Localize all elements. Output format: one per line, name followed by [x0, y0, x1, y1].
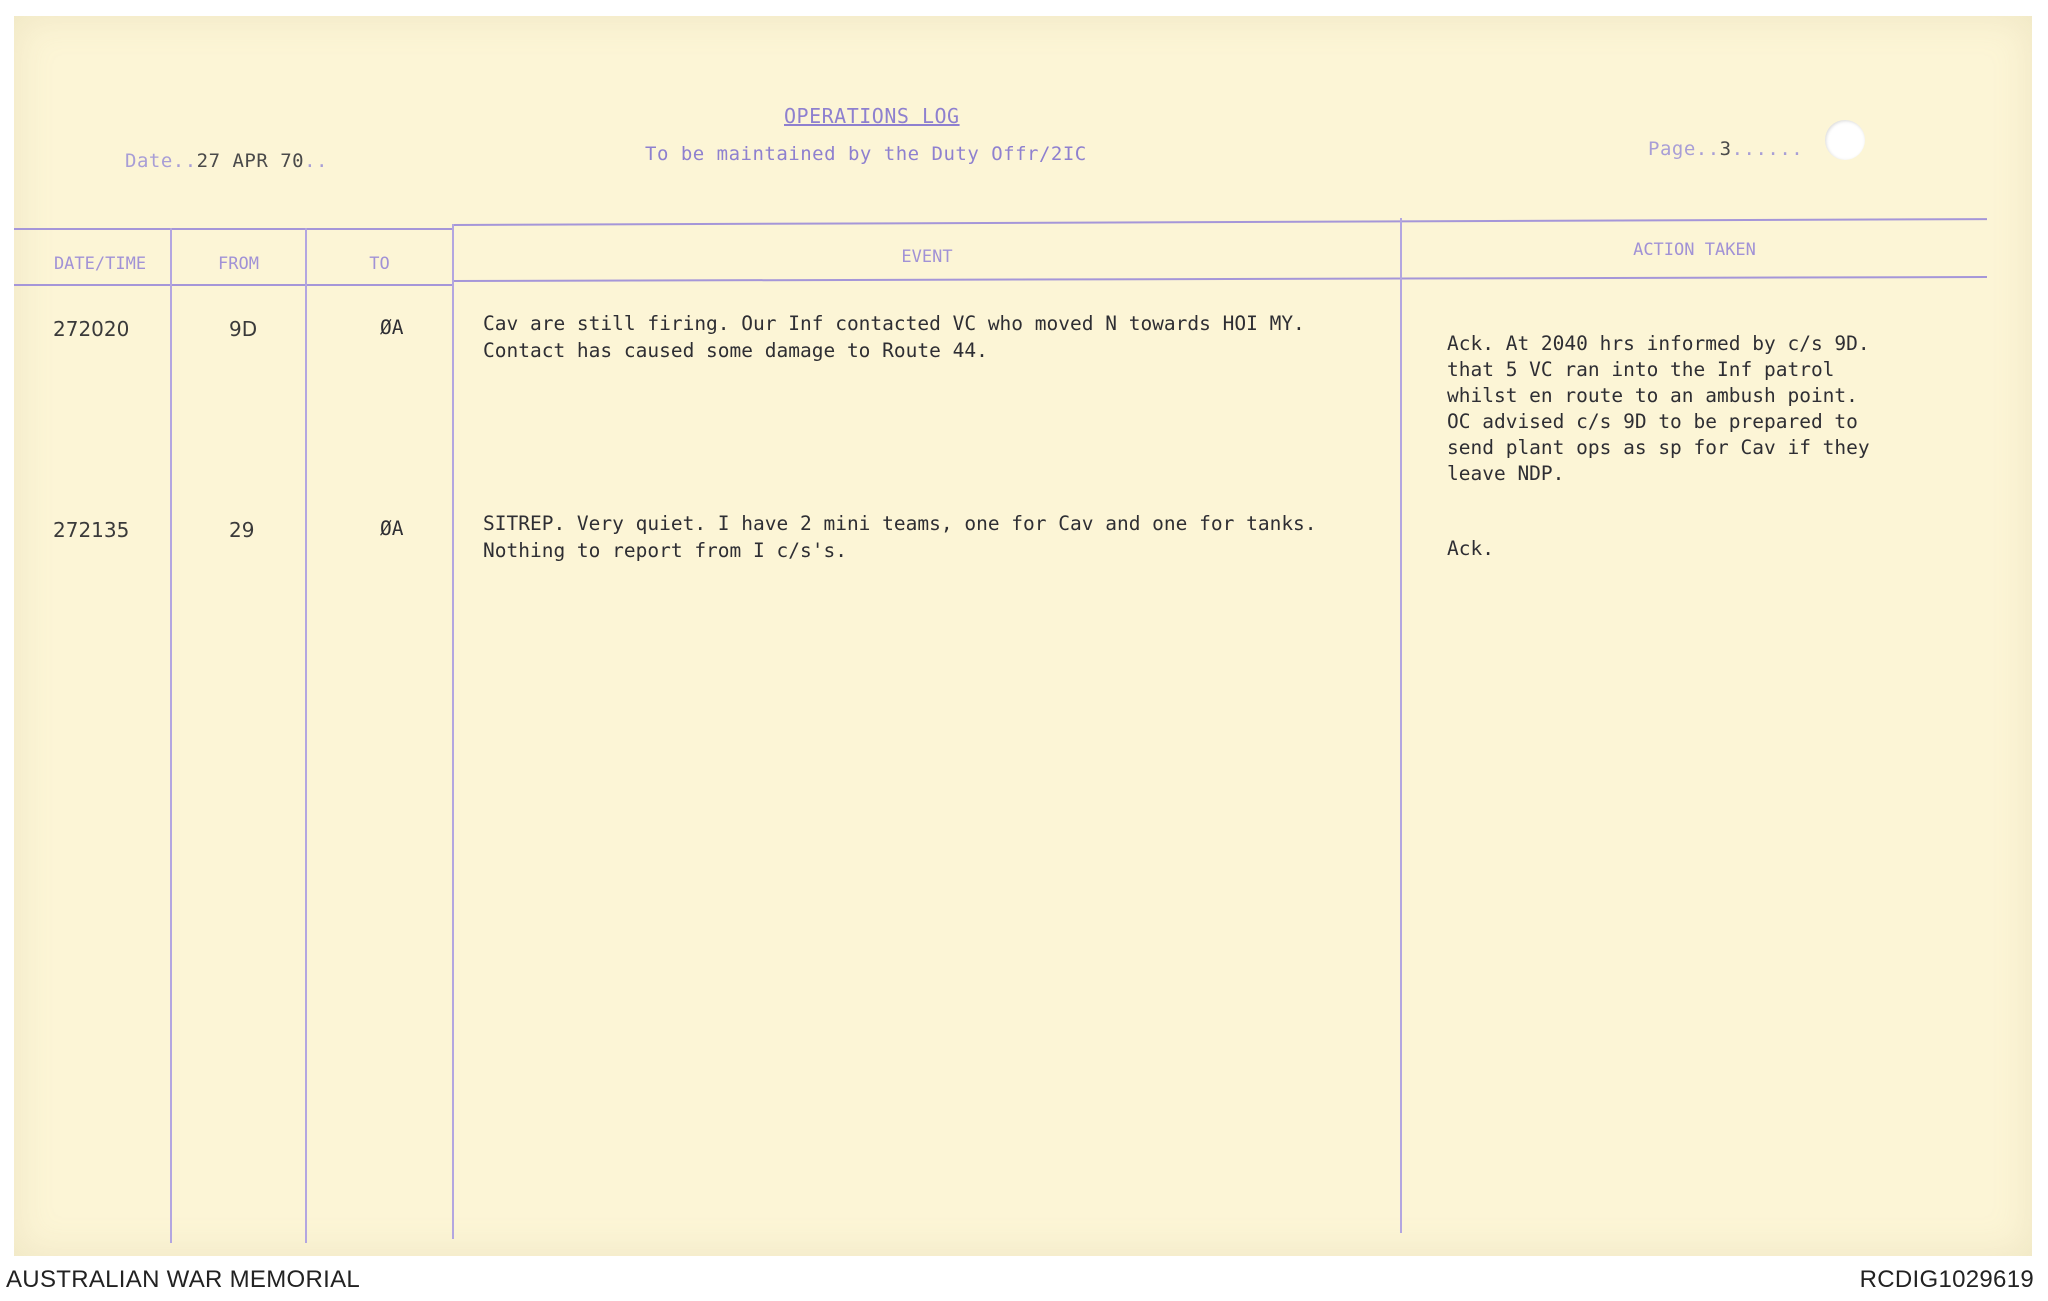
table-row-1-event: Cav are still firing. Our Inf contacted VC who moved N towards HOI MY. Contact has caused some damage to Route 44.	[483, 312, 1305, 362]
page-label: Page..	[1648, 138, 1720, 160]
table-row-1-action: Ack. At 2040 hrs informed by c/s 9D. that 5 VC ran into the Inf patrol whilst en route to an ambush point. OC advised c/s 9D to be prepared to send plant ops as sp for Cav if they leave NDP.	[1447, 332, 1870, 485]
table-row-2-event: SITREP. Very quiet. I have 2 mini teams, one for Cav and one for tanks. Nothing to report from I c/s's.	[483, 512, 1317, 562]
table-row-2-to: ØA	[380, 517, 404, 540]
log-sheet	[14, 16, 2032, 1256]
col-divider-3	[452, 224, 454, 1239]
table-row-1-to: ØA	[380, 316, 404, 339]
column-header-action: ACTION TAKEN	[1633, 240, 1756, 260]
column-header-datetime: DATE/TIME	[53, 254, 147, 274]
table-row-1-from: 9D	[229, 317, 258, 341]
page-trail: ......	[1731, 138, 1804, 160]
page-number-field	[1648, 138, 1803, 160]
date-trail: ..	[304, 150, 328, 172]
punch-hole	[1825, 120, 1865, 160]
col-divider-2	[305, 228, 307, 1243]
page-title: OPERATIONS LOG	[784, 104, 960, 128]
column-header-event: EVENT	[901, 247, 953, 267]
table-row-2-datetime: 272135	[53, 518, 130, 542]
page-number: 3	[1719, 138, 1732, 160]
col-divider-1	[170, 228, 172, 1243]
column-header-from: FROM	[218, 254, 259, 274]
table-row-1-datetime: 272020	[53, 317, 130, 341]
date-field	[125, 150, 328, 172]
date-label: Date..	[125, 150, 197, 172]
table-row-2-action: Ack.	[1447, 537, 1494, 560]
header-bottom-rule	[14, 284, 454, 286]
footer-source: AUSTRALIAN WAR MEMORIAL	[6, 1266, 361, 1293]
footer-id: RCDIG1029619	[1859, 1266, 2034, 1293]
page-subtitle: To be maintained by the Duty Offr/2IC	[645, 143, 1087, 165]
table-top-rule	[14, 228, 454, 230]
col-divider-4	[1400, 218, 1402, 1233]
table-row-2-from: 29	[229, 518, 255, 542]
column-header-to: TO	[369, 254, 390, 274]
date-value: 27 APR 70	[196, 150, 305, 172]
